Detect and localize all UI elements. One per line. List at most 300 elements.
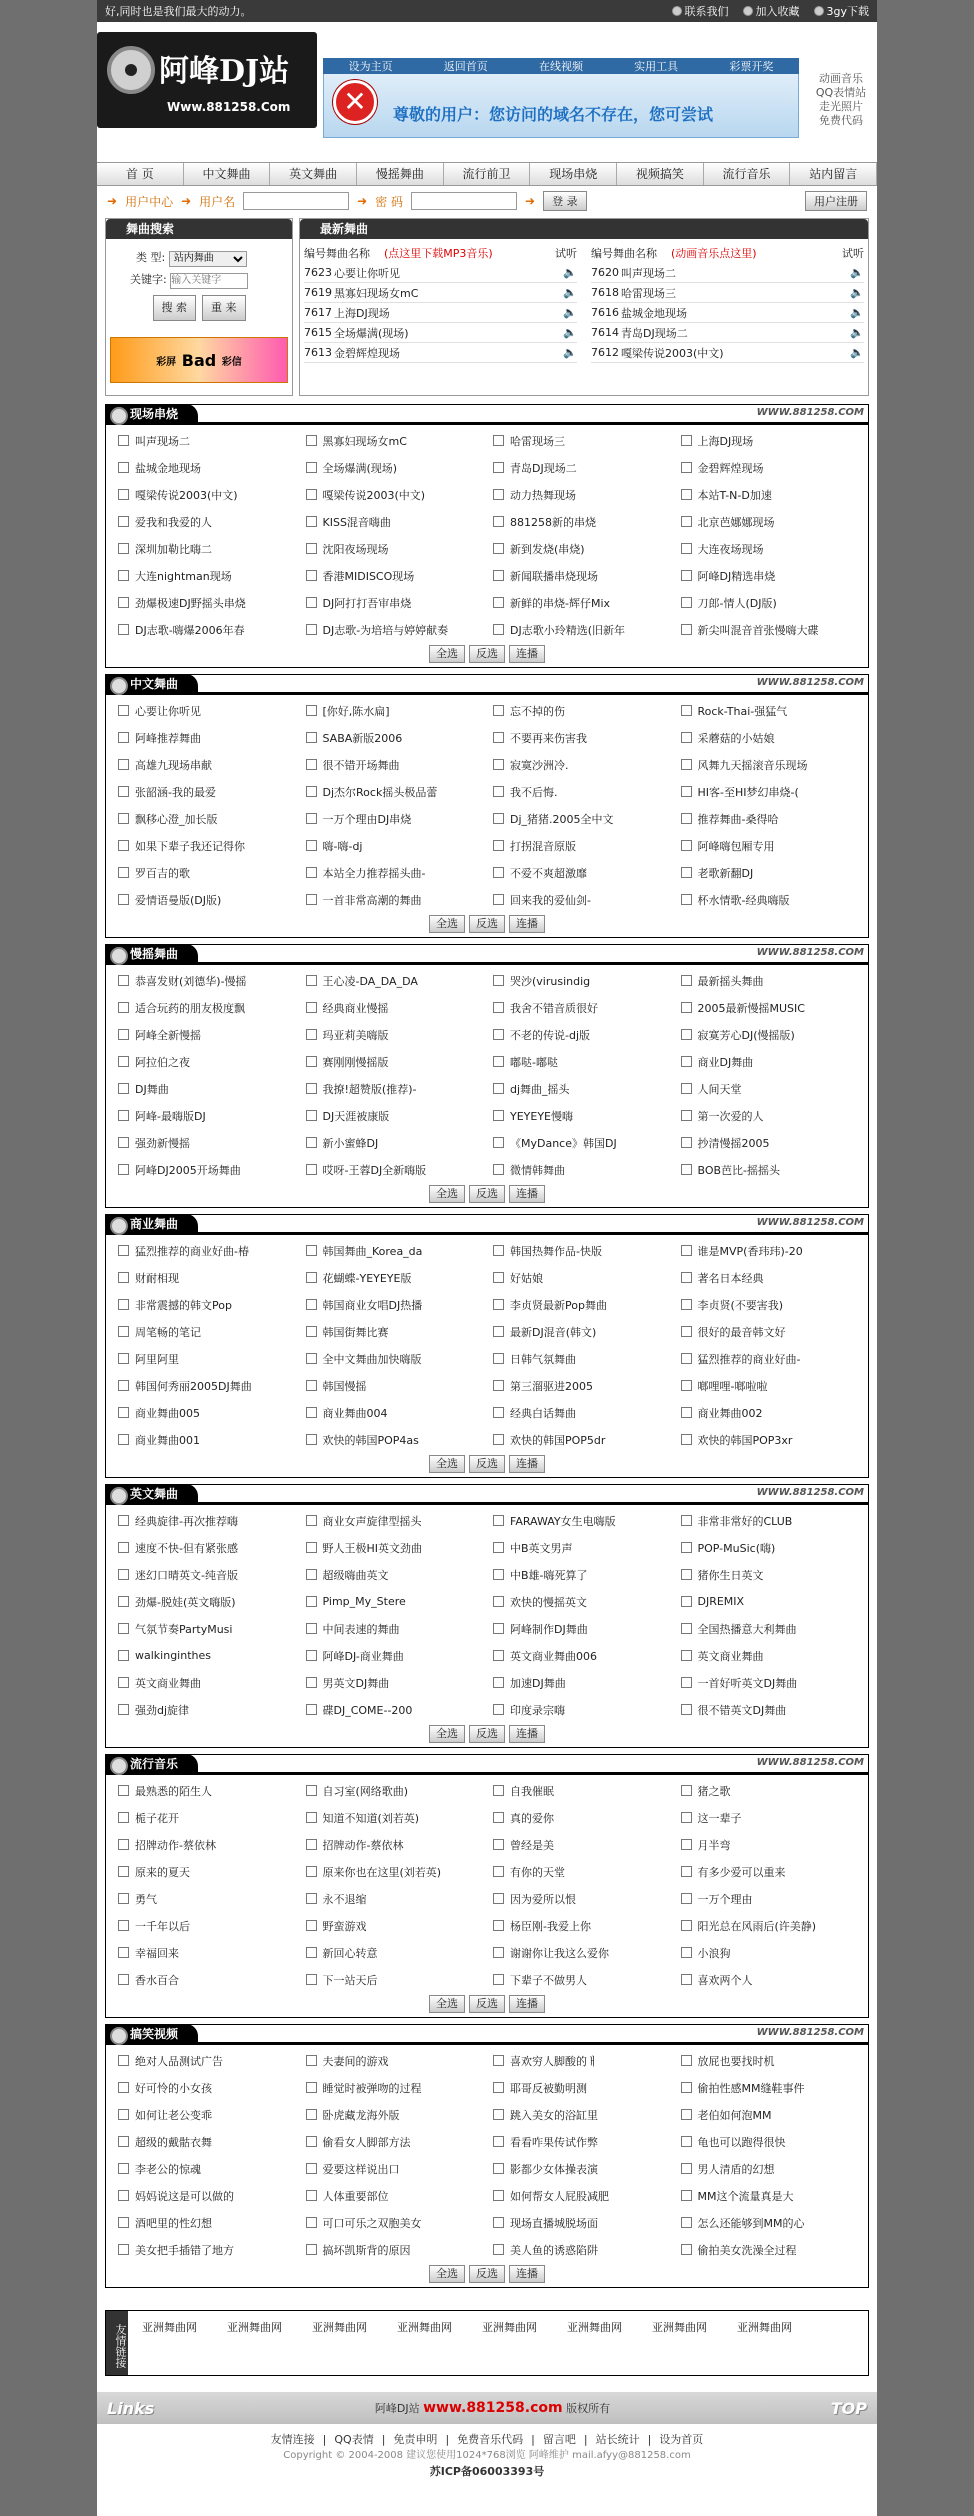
song-checkbox[interactable]: [118, 732, 129, 743]
song-checkbox[interactable]: [118, 1650, 129, 1661]
song-link[interactable]: 谁是MVP(香玮玮)-20: [697, 1244, 803, 1258]
song-checkbox[interactable]: [306, 597, 317, 608]
song-link[interactable]: 大连夜场现场: [697, 542, 764, 556]
song-checkbox[interactable]: [493, 975, 504, 986]
song-link[interactable]: 阿峰DJ-商业舞曲: [322, 1649, 404, 1663]
song-link[interactable]: 看看咋果传试作弊: [510, 2135, 598, 2149]
song-link[interactable]: 本站全力推荐摇头曲-: [322, 866, 426, 880]
song-link[interactable]: Dj杰尔Rock摇头极品蕾: [322, 785, 438, 799]
song-item[interactable]: [112, 1885, 300, 1912]
song-checkbox[interactable]: [118, 840, 129, 851]
song-link[interactable]: 非常震撼的韩文Pop: [135, 1298, 232, 1312]
friend-link[interactable]: 亚洲舞曲网: [482, 2321, 537, 2334]
song-link[interactable]: 哈雷现场三: [510, 434, 565, 448]
song-checkbox[interactable]: [681, 2190, 692, 2201]
song-item[interactable]: [675, 2236, 863, 2263]
song-link[interactable]: 叫声现场二: [135, 434, 190, 448]
song-link[interactable]: 一千年以后: [135, 1919, 190, 1933]
song-checkbox[interactable]: [493, 1029, 504, 1040]
song-link[interactable]: 好姑娘: [510, 1271, 543, 1285]
song-item[interactable]: [112, 427, 300, 454]
song-checkbox[interactable]: [306, 1164, 317, 1175]
song-item[interactable]: [675, 1021, 863, 1048]
speaker-icon[interactable]: 🔈: [563, 306, 577, 319]
song-checkbox[interactable]: [118, 1785, 129, 1796]
song-item[interactable]: [487, 1372, 675, 1399]
song-checkbox[interactable]: [681, 1785, 692, 1796]
footer-link[interactable]: 免责申明: [393, 2433, 438, 2446]
song-checkbox[interactable]: [493, 489, 504, 500]
song-link[interactable]: 罗百吉的歌: [135, 866, 190, 880]
song-checkbox[interactable]: [118, 1839, 129, 1850]
song-link[interactable]: 欢快的韩国POP3xr: [697, 1433, 793, 1447]
song-checkbox[interactable]: [681, 435, 692, 446]
song-item[interactable]: [487, 508, 675, 535]
song-checkbox[interactable]: [493, 705, 504, 716]
song-checkbox[interactable]: [681, 1380, 692, 1391]
song-checkbox[interactable]: [493, 1839, 504, 1850]
song-item[interactable]: [300, 1966, 488, 1993]
song-link[interactable]: 夫妻间的游戏: [322, 2054, 389, 2068]
song-item[interactable]: [300, 886, 488, 913]
song-item[interactable]: [675, 1588, 863, 1615]
song-checkbox[interactable]: [118, 1623, 129, 1634]
song-link[interactable]: 王心凌-DA_DA_DA: [322, 974, 418, 988]
song-checkbox[interactable]: [681, 1056, 692, 1067]
song-link[interactable]: 很不错英文DJ舞曲: [697, 1703, 787, 1717]
song-checkbox[interactable]: [306, 2217, 317, 2228]
song-link[interactable]: 商业女声旋律型摇头: [322, 1514, 422, 1528]
song-link[interactable]: 著名日本经典: [697, 1271, 764, 1285]
song-link[interactable]: 曾经是美: [510, 1838, 554, 1852]
song-item[interactable]: [112, 2209, 300, 2236]
song-item[interactable]: [112, 481, 300, 508]
nav-item[interactable]: 视频搞笑: [617, 163, 704, 185]
song-item[interactable]: [112, 1642, 300, 1669]
nav-item[interactable]: 慢摇舞曲: [357, 163, 444, 185]
song-item[interactable]: [300, 2047, 488, 2074]
song-checkbox[interactable]: [306, 2136, 317, 2147]
song-link[interactable]: 碟DJ_COME--200: [322, 1703, 413, 1717]
song-item[interactable]: [300, 535, 488, 562]
song-item[interactable]: [487, 1858, 675, 1885]
song-link[interactable]: 商业舞曲005: [135, 1406, 200, 1420]
song-checkbox[interactable]: [681, 1866, 692, 1877]
song-checkbox[interactable]: [493, 570, 504, 581]
song-link[interactable]: 跳入美女的浴缸里: [510, 2108, 598, 2122]
color-ad[interactable]: [110, 337, 288, 383]
song-item[interactable]: [300, 481, 488, 508]
song-item[interactable]: [300, 2182, 488, 2209]
song-link[interactable]: 第一次爱的人: [697, 1109, 764, 1123]
song-item[interactable]: [300, 1912, 488, 1939]
speaker-icon[interactable]: 🔈: [563, 266, 577, 279]
song-item[interactable]: [675, 616, 863, 643]
newest-row[interactable]: [304, 263, 577, 283]
nav-item[interactable]: 中文舞曲: [184, 163, 271, 185]
song-item[interactable]: [112, 1561, 300, 1588]
song-link[interactable]: 花蝴蝶-YEYEYE版: [322, 1271, 412, 1285]
song-link[interactable]: 新鲜的串烧-辉仔Mix: [510, 596, 611, 610]
song-link[interactable]: 现场直播城脱场面: [510, 2216, 598, 2230]
song-link[interactable]: 猛烈推荐的商业好曲-: [697, 1352, 801, 1366]
song-item[interactable]: [675, 1345, 863, 1372]
song-checkbox[interactable]: [118, 1029, 129, 1040]
song-item[interactable]: [112, 1534, 300, 1561]
song-item[interactable]: [300, 1831, 488, 1858]
song-link[interactable]: 很不错开场舞曲: [322, 758, 400, 772]
song-checkbox[interactable]: [681, 1893, 692, 1904]
song-link[interactable]: 偷看女人脚部方法: [322, 2135, 411, 2149]
song-item[interactable]: [675, 1777, 863, 1804]
song-name[interactable]: 上海DJ现场: [334, 306, 390, 320]
song-link[interactable]: 猪之歌: [697, 1784, 731, 1798]
song-link[interactable]: 张韶涵-我的最爱: [135, 785, 216, 799]
song-item[interactable]: [487, 2236, 675, 2263]
song-item[interactable]: [487, 805, 675, 832]
speaker-icon[interactable]: 🔈: [563, 346, 577, 359]
footer-link[interactable]: 友情连接: [270, 2433, 315, 2446]
song-item[interactable]: [112, 1966, 300, 1993]
song-item[interactable]: [675, 2074, 863, 2101]
song-link[interactable]: 迷幻口晴英文-纯音版: [135, 1568, 238, 1582]
song-link[interactable]: 最熟悉的陌生人: [135, 1784, 212, 1798]
song-link[interactable]: 知道不知道(刘若英): [322, 1811, 420, 1825]
song-checkbox[interactable]: [306, 1083, 317, 1094]
song-checkbox[interactable]: [118, 1947, 129, 1958]
banner-link[interactable]: 返回首页: [443, 60, 488, 73]
song-checkbox[interactable]: [493, 1326, 504, 1337]
continuous-play-button[interactable]: 连播: [509, 1725, 545, 1743]
song-item[interactable]: [300, 1777, 488, 1804]
song-checkbox[interactable]: [681, 786, 692, 797]
song-link[interactable]: 超级的戴骷衣舞: [135, 2135, 212, 2149]
song-item[interactable]: [300, 1885, 488, 1912]
song-checkbox[interactable]: [681, 759, 692, 770]
song-item[interactable]: [487, 2128, 675, 2155]
song-item[interactable]: [300, 724, 488, 751]
song-checkbox[interactable]: [118, 1569, 129, 1580]
song-item[interactable]: [675, 1372, 863, 1399]
invert-select-button[interactable]: 反选: [469, 1995, 505, 2013]
song-checkbox[interactable]: [118, 1515, 129, 1526]
song-checkbox[interactable]: [493, 624, 504, 635]
song-checkbox[interactable]: [681, 1569, 692, 1580]
song-link[interactable]: 李贞贤(不要害我): [697, 1298, 784, 1312]
song-link[interactable]: 阿峰推荐舞曲: [135, 731, 201, 745]
select-all-button[interactable]: 全选: [429, 645, 465, 663]
footer-link[interactable]: 设为首页: [659, 2433, 704, 2446]
song-item[interactable]: [487, 778, 675, 805]
song-item[interactable]: [487, 1264, 675, 1291]
song-item[interactable]: [675, 1237, 863, 1264]
song-link[interactable]: dj舞曲_摇头: [510, 1082, 570, 1096]
song-checkbox[interactable]: [681, 1002, 692, 1013]
song-checkbox[interactable]: [118, 2244, 129, 2255]
song-checkbox[interactable]: [493, 1137, 504, 1148]
song-item[interactable]: [300, 1696, 488, 1723]
song-checkbox[interactable]: [681, 1272, 692, 1283]
song-item[interactable]: [675, 1912, 863, 1939]
song-checkbox[interactable]: [681, 2136, 692, 2147]
song-link[interactable]: 小浪狗: [697, 1946, 731, 1960]
song-link[interactable]: DJ志歌小玲精选(旧新年: [510, 623, 626, 637]
song-link[interactable]: 韩国热舞作品-快版: [510, 1244, 602, 1258]
song-link[interactable]: 不老的传说-dj版: [510, 1028, 591, 1042]
song-item[interactable]: [112, 2047, 300, 2074]
song-item[interactable]: [112, 724, 300, 751]
song-item[interactable]: [675, 1102, 863, 1129]
song-link[interactable]: 喜欢穷人脚酸的ㅐ: [510, 2054, 598, 2068]
song-item[interactable]: [112, 697, 300, 724]
continuous-play-button[interactable]: 连播: [509, 915, 545, 933]
song-link[interactable]: 人体重要部位: [322, 2189, 389, 2203]
song-link[interactable]: 野蛮游戏: [322, 1919, 367, 1933]
newest-row[interactable]: [591, 323, 864, 343]
song-link[interactable]: 全中文舞曲加快嗨版: [322, 1352, 422, 1366]
song-item[interactable]: [300, 1615, 488, 1642]
speaker-icon[interactable]: 🔈: [850, 266, 864, 279]
song-link[interactable]: 刀郎-情人(DJ版): [697, 596, 777, 610]
song-link[interactable]: 新小蜜蜂DJ: [322, 1136, 379, 1150]
song-item[interactable]: [675, 562, 863, 589]
song-item[interactable]: [112, 1507, 300, 1534]
song-checkbox[interactable]: [306, 1110, 317, 1121]
speaker-icon[interactable]: 🔈: [563, 326, 577, 339]
song-link[interactable]: FARAWAY女生电嗨版: [510, 1514, 616, 1528]
song-link[interactable]: DJ志歌-嗨爆2006年春: [135, 623, 245, 637]
song-checkbox[interactable]: [681, 813, 692, 824]
song-item[interactable]: [487, 886, 675, 913]
song-link[interactable]: Pimp_My_Stere: [322, 1595, 406, 1608]
song-item[interactable]: [487, 1318, 675, 1345]
song-link[interactable]: 招牌动作-蔡依林: [135, 1838, 216, 1852]
song-item[interactable]: [300, 1858, 488, 1885]
song-checkbox[interactable]: [306, 1380, 317, 1391]
song-item[interactable]: [300, 2074, 488, 2101]
song-link[interactable]: 全国热播意大利舞曲: [697, 1622, 797, 1636]
song-checkbox[interactable]: [118, 1434, 129, 1445]
footer-link[interactable]: 留言吧: [542, 2433, 576, 2446]
song-checkbox[interactable]: [681, 1839, 692, 1850]
song-item[interactable]: [112, 1264, 300, 1291]
song-checkbox[interactable]: [493, 867, 504, 878]
register-button[interactable]: 用户注册: [805, 191, 867, 211]
song-checkbox[interactable]: [118, 435, 129, 446]
song-item[interactable]: [112, 886, 300, 913]
song-item[interactable]: [112, 454, 300, 481]
song-link[interactable]: 阿拉伯之夜: [135, 1055, 190, 1069]
song-item[interactable]: [487, 1129, 675, 1156]
song-checkbox[interactable]: [681, 2244, 692, 2255]
song-checkbox[interactable]: [493, 1353, 504, 1364]
song-link[interactable]: 人间天堂: [697, 1082, 742, 1096]
song-checkbox[interactable]: [118, 1110, 129, 1121]
song-checkbox[interactable]: [306, 732, 317, 743]
song-link[interactable]: 商业舞曲002: [697, 1406, 763, 1420]
song-link[interactable]: 速度不快-但有紧张感: [135, 1541, 238, 1555]
song-item[interactable]: [487, 2209, 675, 2236]
song-item[interactable]: [112, 1345, 300, 1372]
song-link[interactable]: 寂寞沙洲冷.: [510, 758, 569, 772]
song-link[interactable]: 恭喜发财(刘德华)-慢摇: [135, 974, 247, 988]
song-item[interactable]: [112, 1237, 300, 1264]
song-checkbox[interactable]: [681, 867, 692, 878]
song-link[interactable]: POP-MuSic(嗨): [697, 1541, 776, 1555]
song-checkbox[interactable]: [306, 1245, 317, 1256]
song-item[interactable]: [675, 805, 863, 832]
song-item[interactable]: [300, 427, 488, 454]
song-link[interactable]: 飘移心澄_加长版: [135, 812, 218, 826]
song-checkbox[interactable]: [306, 435, 317, 446]
song-checkbox[interactable]: [493, 2217, 504, 2228]
speaker-icon[interactable]: 🔈: [850, 306, 864, 319]
song-link[interactable]: 英文商业舞曲006: [510, 1649, 597, 1663]
song-link[interactable]: 李老公的惊魂: [135, 2162, 201, 2176]
song-checkbox[interactable]: [681, 1245, 692, 1256]
song-item[interactable]: [675, 859, 863, 886]
song-item[interactable]: [112, 1399, 300, 1426]
song-item[interactable]: [112, 778, 300, 805]
song-link[interactable]: 周笔畅的笔记: [135, 1325, 201, 1339]
song-checkbox[interactable]: [306, 840, 317, 851]
speaker-icon[interactable]: 🔈: [850, 326, 864, 339]
song-checkbox[interactable]: [306, 1785, 317, 1796]
song-link[interactable]: 最新DJ混音(韩文): [510, 1325, 597, 1339]
song-checkbox[interactable]: [306, 1812, 317, 1823]
song-item[interactable]: [675, 967, 863, 994]
song-item[interactable]: [675, 1885, 863, 1912]
song-item[interactable]: [112, 508, 300, 535]
song-checkbox[interactable]: [306, 1002, 317, 1013]
song-link[interactable]: 商业舞曲001: [135, 1433, 200, 1447]
song-item[interactable]: [487, 1507, 675, 1534]
song-link[interactable]: 阿峰DJ精选串烧: [697, 569, 776, 583]
song-item[interactable]: [112, 1858, 300, 1885]
song-checkbox[interactable]: [118, 1056, 129, 1067]
song-item[interactable]: [487, 1561, 675, 1588]
newest-row[interactable]: [591, 283, 864, 303]
song-link[interactable]: 英文商业舞曲: [135, 1676, 201, 1690]
banner-link[interactable]: 设为主页: [348, 60, 393, 73]
song-link[interactable]: 动力热舞现场: [510, 488, 576, 502]
song-item[interactable]: [675, 1804, 863, 1831]
song-item[interactable]: [487, 1426, 675, 1453]
song-item[interactable]: [112, 1102, 300, 1129]
song-item[interactable]: [487, 589, 675, 616]
song-link[interactable]: 酒吧里的性幻想: [135, 2216, 212, 2230]
banner-link[interactable]: 彩票开奖: [729, 60, 774, 73]
banner-link[interactable]: 实用工具: [634, 60, 679, 73]
song-item[interactable]: [112, 994, 300, 1021]
song-link[interactable]: 《MyDance》韩国DJ: [510, 1136, 617, 1150]
song-link[interactable]: 爱我和我爱的人: [135, 515, 212, 529]
song-link[interactable]: 不要再来伤害我: [510, 731, 587, 745]
song-link[interactable]: DJ天涯被康版: [322, 1109, 390, 1123]
song-checkbox[interactable]: [306, 1623, 317, 1634]
nav-item[interactable]: 流行音乐: [704, 163, 791, 185]
song-checkbox[interactable]: [118, 2055, 129, 2066]
continuous-play-button[interactable]: 连播: [509, 1185, 545, 1203]
song-checkbox[interactable]: [306, 1434, 317, 1445]
song-link[interactable]: 高雄九现场串献: [135, 758, 212, 772]
song-item[interactable]: [300, 1669, 488, 1696]
song-checkbox[interactable]: [681, 2163, 692, 2174]
song-checkbox[interactable]: [118, 2109, 129, 2120]
song-item[interactable]: [300, 697, 488, 724]
song-item[interactable]: [675, 1399, 863, 1426]
song-item[interactable]: [300, 1399, 488, 1426]
song-checkbox[interactable]: [493, 1002, 504, 1013]
footer-link[interactable]: 免费音乐代码: [457, 2433, 524, 2446]
song-item[interactable]: [487, 1156, 675, 1183]
song-item[interactable]: [112, 1426, 300, 1453]
song-checkbox[interactable]: [306, 1704, 317, 1715]
song-link[interactable]: 很好的最音韩文好: [697, 1325, 786, 1339]
newest-row[interactable]: [591, 303, 864, 323]
song-link[interactable]: 男英文DJ舞曲: [322, 1676, 390, 1690]
song-item[interactable]: [487, 1885, 675, 1912]
song-item[interactable]: [675, 1129, 863, 1156]
song-checkbox[interactable]: [118, 2136, 129, 2147]
invert-select-button[interactable]: 反选: [469, 1455, 505, 1473]
song-item[interactable]: [112, 2101, 300, 2128]
song-link[interactable]: 哎呀-王蓉DJ全新嗨版: [322, 1163, 427, 1177]
song-link[interactable]: 金碧辉煌现场: [697, 461, 764, 475]
song-checkbox[interactable]: [681, 624, 692, 635]
song-link[interactable]: 赛刚刚慢摇版: [322, 1055, 389, 1069]
song-link[interactable]: 怎么还能够到MM的心: [697, 2216, 805, 2230]
song-link[interactable]: 阿峰制作DJ舞曲: [510, 1622, 588, 1636]
song-link[interactable]: 睡觉时被弹吻的过程: [322, 2081, 422, 2095]
song-checkbox[interactable]: [118, 894, 129, 905]
song-item[interactable]: [300, 1102, 488, 1129]
song-item[interactable]: [300, 2236, 488, 2263]
invert-select-button[interactable]: 反选: [469, 645, 505, 663]
song-checkbox[interactable]: [681, 1137, 692, 1148]
song-link[interactable]: 全场爆满(现场): [322, 461, 398, 475]
song-item[interactable]: [300, 1129, 488, 1156]
friend-link[interactable]: 亚洲舞曲网: [652, 2321, 707, 2334]
song-link[interactable]: 下一站天后: [322, 1973, 378, 1987]
song-checkbox[interactable]: [118, 786, 129, 797]
song-item[interactable]: [487, 2101, 675, 2128]
song-item[interactable]: [487, 2155, 675, 2182]
song-link[interactable]: 大连nightman现场: [135, 569, 232, 583]
song-item[interactable]: [487, 1642, 675, 1669]
song-item[interactable]: [487, 1588, 675, 1615]
song-item[interactable]: [300, 1372, 488, 1399]
invert-select-button[interactable]: 反选: [469, 2265, 505, 2283]
song-checkbox[interactable]: [493, 1893, 504, 1904]
song-checkbox[interactable]: [306, 1056, 317, 1067]
song-link[interactable]: 杯水情歌-经典嗨版: [697, 893, 790, 907]
song-link[interactable]: 月半弯: [697, 1838, 731, 1852]
song-item[interactable]: [487, 1966, 675, 1993]
song-name[interactable]: 青岛DJ现场二: [621, 326, 688, 340]
song-checkbox[interactable]: [493, 759, 504, 770]
song-item[interactable]: [487, 1237, 675, 1264]
song-item[interactable]: [300, 2209, 488, 2236]
song-checkbox[interactable]: [681, 1110, 692, 1121]
song-checkbox[interactable]: [681, 2217, 692, 2228]
song-item[interactable]: [300, 2155, 488, 2182]
song-checkbox[interactable]: [681, 975, 692, 986]
song-item[interactable]: [300, 589, 488, 616]
song-item[interactable]: [487, 2047, 675, 2074]
song-link[interactable]: 阿峰嗨包厢专用: [697, 839, 775, 853]
song-link[interactable]: 强劲dj旋律: [135, 1703, 190, 1717]
